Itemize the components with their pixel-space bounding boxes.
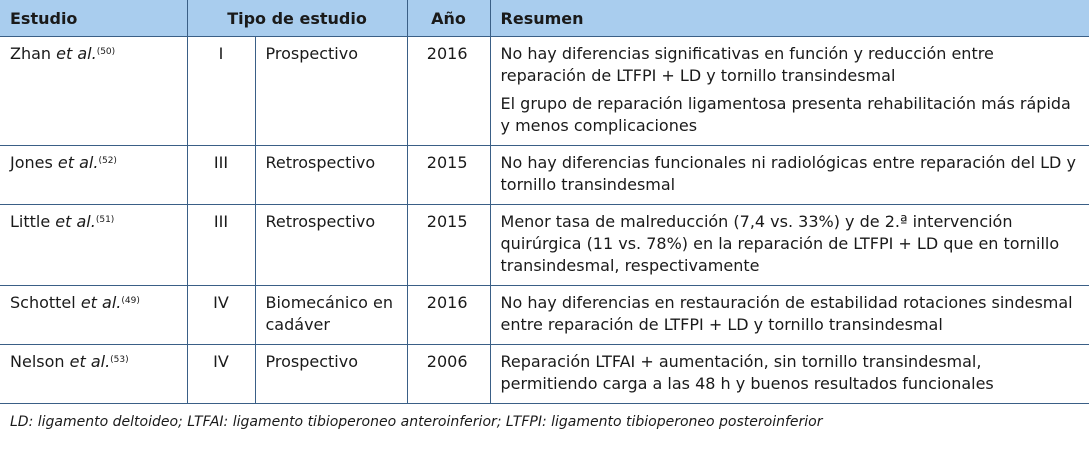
cell-study-type: Retrospectivo [255,146,407,205]
table-body [0,37,1089,404]
header-anio: Año [407,0,490,37]
summary-paragraph: Reparación LTFAI + aumentación, sin tornillo transindesmal, permitiendo carga a las 48 h y buenos resultados funcionales [500,352,994,393]
cell-study [0,146,187,205]
table-header-row [0,0,1089,37]
study-author: Nelson [10,352,65,371]
study-author: Jones [10,153,53,172]
table-row [0,146,1089,205]
cell-year: 2006 [407,345,490,404]
summary-paragraph: No hay diferencias funcionales ni radiológicas entre reparación del LD y tornillo transindesmal [500,153,1076,194]
study-etal: et al. [55,212,96,231]
cell-study [0,205,187,286]
summary-paragraph: No hay diferencias significativas en función y reducción entre reparación de LTFPI + LD y tornillo transindesmal [500,44,994,85]
table-row [0,37,1089,146]
cell-summary [490,37,1089,146]
summary-paragraph: No hay diferencias en restauración de estabilidad rotaciones sindesmal entre reparación de LTFPI + LD y tornillo transindesmal [500,293,1073,334]
study-etal: et al. [56,44,97,63]
study-etal: et al. [57,153,99,172]
table-footnote: LD: ligamento deltoideo; LTFAI: ligamento tibioperoneo anteroinferior; LTFPI: ligamento tibioperoneo posteroinferior [10,414,823,430]
cell-year: 2016 [407,37,490,146]
cell-evidence-level: III [187,146,255,205]
summary-paragraph: Menor tasa de malreducción (7,4 vs. 33%) y de 2.ª intervención quirúrgica (11 vs. 78%) en la reparación de LTFPI + LD que en tornillo transindesmal, respectivamente [500,212,1060,275]
study-reference: (51) [95,215,115,225]
cell-summary [490,146,1089,205]
cell-study [0,286,187,345]
cell-summary [490,205,1089,286]
table-row [0,345,1089,404]
table-row [0,286,1089,345]
cell-year: 2016 [407,286,490,345]
cell-evidence-level: IV [187,286,255,345]
cell-study [0,345,187,404]
study-reference: (53) [110,355,129,365]
study-etal: et al. [80,293,122,312]
cell-study-type: Prospectivo [255,345,407,404]
study-etal: et al. [69,352,111,371]
table-row [0,205,1089,286]
header-tipo-de-estudio: Tipo de estudio [187,0,407,37]
study-reference: (49) [121,296,140,306]
study-reference: (50) [96,47,116,57]
cell-summary [490,286,1089,345]
cell-evidence-level: III [187,205,255,286]
study-author: Zhan [10,44,52,63]
cell-year: 2015 [407,205,490,286]
summary-paragraph: El grupo de reparación ligamentosa presenta rehabilitación más rápida y menos complicaciones [500,94,1071,135]
cell-evidence-level: I [187,37,255,146]
cell-summary [490,345,1089,404]
header-resumen: Resumen [490,0,1089,37]
cell-evidence-level: IV [187,345,255,404]
study-reference: (52) [98,156,117,166]
header-estudio: Estudio [0,0,187,37]
study-author: Little [10,212,51,231]
cell-study-type: Retrospectivo [255,205,407,286]
cell-year: 2015 [407,146,490,205]
cell-study-type: Prospectivo [255,37,407,146]
cell-study-type: Biomecánico en cadáver [255,286,407,345]
cell-study [0,37,187,146]
study-author: Schottel [10,293,76,312]
